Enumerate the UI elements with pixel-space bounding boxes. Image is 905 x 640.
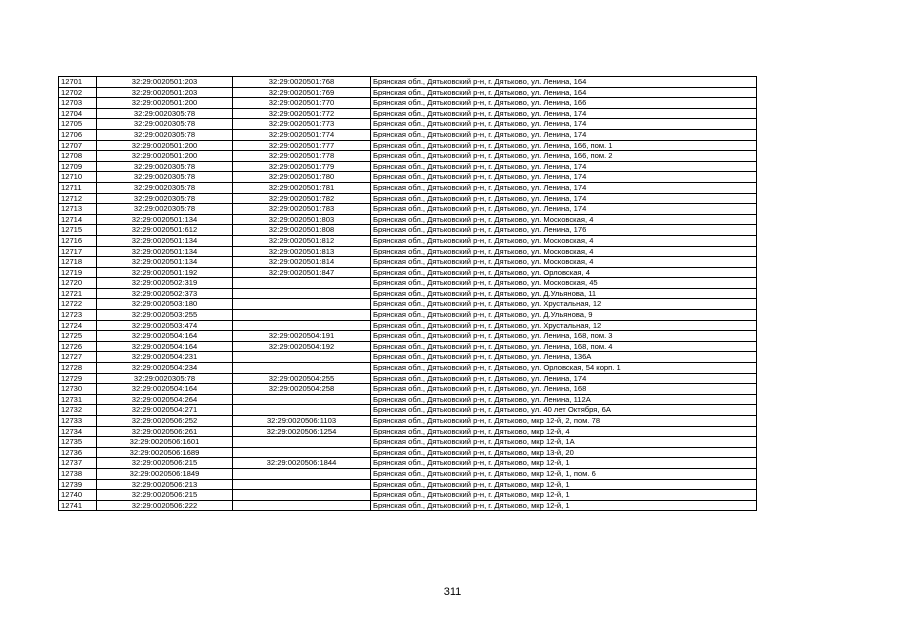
- object-cadastral-cell: [233, 288, 371, 299]
- address-cell: Брянская обл., Дятьковский р-н, г. Дятьково, ул. Ленина, 174: [371, 172, 757, 183]
- parcel-cadastral-cell: 32:29:0020506:1689: [97, 447, 233, 458]
- address-cell: Брянская обл., Дятьковский р-н, г. Дятьково, ул. Ленина, 164: [371, 87, 757, 98]
- parcel-cadastral-cell: 32:29:0020503:474: [97, 320, 233, 331]
- row-number-cell: 12706: [59, 129, 97, 140]
- address-cell: Брянская обл., Дятьковский р-н, г. Дятьково, ул. Ленина, 174: [371, 204, 757, 215]
- address-cell: Брянская обл., Дятьковский р-н, г. Дятьково, ул. Московская, 4: [371, 246, 757, 257]
- property-table: [58, 76, 757, 511]
- table-row: [59, 447, 757, 458]
- object-cadastral-cell: [233, 500, 371, 511]
- row-number-cell: 12712: [59, 193, 97, 204]
- address-cell: Брянская обл., Дятьковский р-н, г. Дятьково, ул. Ленина, 166: [371, 98, 757, 109]
- row-number-cell: 12739: [59, 479, 97, 490]
- object-cadastral-cell: 32:29:0020501:780: [233, 172, 371, 183]
- object-cadastral-cell: 32:29:0020506:1103: [233, 416, 371, 427]
- address-cell: Брянская обл., Дятьковский р-н, г. Дятьково, ул. Ленина, 174: [371, 193, 757, 204]
- address-cell: Брянская обл., Дятьковский р-н, г. Дятьково, ул. Ленина, 174: [371, 119, 757, 130]
- parcel-cadastral-cell: 32:29:0020506:213: [97, 479, 233, 490]
- table-row: [59, 182, 757, 193]
- object-cadastral-cell: 32:29:0020504:258: [233, 384, 371, 395]
- object-cadastral-cell: [233, 490, 371, 501]
- address-cell: Брянская обл., Дятьковский р-н, г. Дятьково, ул. Ленина, 174: [371, 373, 757, 384]
- table-row: [59, 98, 757, 109]
- table-row: [59, 77, 757, 88]
- row-number-cell: 12728: [59, 363, 97, 374]
- table-row: [59, 373, 757, 384]
- object-cadastral-cell: 32:29:0020501:769: [233, 87, 371, 98]
- object-cadastral-cell: 32:29:0020501:779: [233, 161, 371, 172]
- object-cadastral-cell: 32:29:0020504:191: [233, 331, 371, 342]
- row-number-cell: 12741: [59, 500, 97, 511]
- address-cell: Брянская обл., Дятьковский р-н, г. Дятьково, мкр 12-й, 1: [371, 479, 757, 490]
- parcel-cadastral-cell: 32:29:0020504:164: [97, 384, 233, 395]
- table-row: [59, 331, 757, 342]
- table-row: [59, 416, 757, 427]
- object-cadastral-cell: [233, 278, 371, 289]
- parcel-cadastral-cell: 32:29:0020501:134: [97, 214, 233, 225]
- parcel-cadastral-cell: 32:29:0020501:200: [97, 151, 233, 162]
- row-number-cell: 12724: [59, 320, 97, 331]
- object-cadastral-cell: [233, 394, 371, 405]
- row-number-cell: 12709: [59, 161, 97, 172]
- address-cell: Брянская обл., Дятьковский р-н, г. Дятьково, ул. Московская, 4: [371, 214, 757, 225]
- parcel-cadastral-cell: 32:29:0020503:180: [97, 299, 233, 310]
- table-row: [59, 193, 757, 204]
- parcel-cadastral-cell: 32:29:0020501:192: [97, 267, 233, 278]
- table-row: [59, 119, 757, 130]
- address-cell: Брянская обл., Дятьковский р-н, г. Дятьково, ул. Ленина, 174: [371, 129, 757, 140]
- address-cell: Брянская обл., Дятьковский р-н, г. Дятьково, ул. Ленина, 136А: [371, 352, 757, 363]
- parcel-cadastral-cell: 32:29:0020305:78: [97, 373, 233, 384]
- parcel-cadastral-cell: 32:29:0020305:78: [97, 204, 233, 215]
- row-number-cell: 12731: [59, 394, 97, 405]
- parcel-cadastral-cell: 32:29:0020305:78: [97, 161, 233, 172]
- row-number-cell: 12718: [59, 257, 97, 268]
- row-number-cell: 12729: [59, 373, 97, 384]
- address-cell: Брянская обл., Дятьковский р-н, г. Дятьково, ул. Ленина, 176: [371, 225, 757, 236]
- table-row: [59, 108, 757, 119]
- row-number-cell: 12711: [59, 182, 97, 193]
- table-row: [59, 257, 757, 268]
- table-row: [59, 161, 757, 172]
- table-row: [59, 151, 757, 162]
- address-cell: Брянская обл., Дятьковский р-н, г. Дятьково, мкр 12-й, 1: [371, 490, 757, 501]
- parcel-cadastral-cell: 32:29:0020504:164: [97, 331, 233, 342]
- object-cadastral-cell: [233, 320, 371, 331]
- address-cell: Брянская обл., Дятьковский р-н, г. Дятьково, ул. Орловская, 54 корп. 1: [371, 363, 757, 374]
- table-row: [59, 437, 757, 448]
- address-cell: Брянская обл., Дятьковский р-н, г. Дятьково, ул. Хрустальная, 12: [371, 320, 757, 331]
- table-row: [59, 458, 757, 469]
- parcel-cadastral-cell: 32:29:0020305:78: [97, 193, 233, 204]
- parcel-cadastral-cell: 32:29:0020506:215: [97, 490, 233, 501]
- row-number-cell: 12704: [59, 108, 97, 119]
- table-row: [59, 246, 757, 257]
- address-cell: Брянская обл., Дятьковский р-н, г. Дятьково, ул. Ленина, 168, пом. 4: [371, 341, 757, 352]
- table-row: [59, 278, 757, 289]
- table-row: [59, 490, 757, 501]
- row-number-cell: 12727: [59, 352, 97, 363]
- address-cell: Брянская обл., Дятьковский р-н, г. Дятьково, ул. Ленина, 168: [371, 384, 757, 395]
- page-number: 311: [443, 586, 462, 598]
- object-cadastral-cell: 32:29:0020501:781: [233, 182, 371, 193]
- address-cell: Брянская обл., Дятьковский р-н, г. Дятьково, ул. Д.Ульянова, 11: [371, 288, 757, 299]
- table-row: [59, 341, 757, 352]
- row-number-cell: 12703: [59, 98, 97, 109]
- parcel-cadastral-cell: 32:29:0020501:203: [97, 87, 233, 98]
- row-number-cell: 12726: [59, 341, 97, 352]
- address-cell: Брянская обл., Дятьковский р-н, г. Дятьково, мкр 12-й, 1: [371, 458, 757, 469]
- parcel-cadastral-cell: 32:29:0020504:271: [97, 405, 233, 416]
- row-number-cell: 12730: [59, 384, 97, 395]
- address-cell: Брянская обл., Дятьковский р-н, г. Дятьково, ул. Ленина, 174: [371, 108, 757, 119]
- parcel-cadastral-cell: 32:29:0020503:255: [97, 310, 233, 321]
- address-cell: Брянская обл., Дятьковский р-н, г. Дятьково, ул. Московская, 45: [371, 278, 757, 289]
- address-cell: Брянская обл., Дятьковский р-н, г. Дятьково, ул. Ленина, 166, пом. 1: [371, 140, 757, 151]
- address-cell: Брянская обл., Дятьковский р-н, г. Дятьково, ул. Ленина, 112А: [371, 394, 757, 405]
- object-cadastral-cell: 32:29:0020501:814: [233, 257, 371, 268]
- table-row: [59, 320, 757, 331]
- object-cadastral-cell: [233, 479, 371, 490]
- table-row: [59, 500, 757, 511]
- object-cadastral-cell: 32:29:0020501:783: [233, 204, 371, 215]
- table-row: [59, 468, 757, 479]
- address-cell: Брянская обл., Дятьковский р-н, г. Дятьково, ул. Ленина, 174: [371, 182, 757, 193]
- parcel-cadastral-cell: 32:29:0020305:78: [97, 129, 233, 140]
- row-number-cell: 12714: [59, 214, 97, 225]
- row-number-cell: 12717: [59, 246, 97, 257]
- object-cadastral-cell: [233, 468, 371, 479]
- table-row: [59, 214, 757, 225]
- object-cadastral-cell: [233, 299, 371, 310]
- object-cadastral-cell: 32:29:0020501:808: [233, 225, 371, 236]
- row-number-cell: 12710: [59, 172, 97, 183]
- parcel-cadastral-cell: 32:29:0020506:261: [97, 426, 233, 437]
- table-row: [59, 288, 757, 299]
- row-number-cell: 12732: [59, 405, 97, 416]
- row-number-cell: 12734: [59, 426, 97, 437]
- table-row: [59, 479, 757, 490]
- row-number-cell: 12719: [59, 267, 97, 278]
- table-row: [59, 299, 757, 310]
- object-cadastral-cell: 32:29:0020501:813: [233, 246, 371, 257]
- parcel-cadastral-cell: 32:29:0020506:1849: [97, 468, 233, 479]
- object-cadastral-cell: 32:29:0020501:773: [233, 119, 371, 130]
- table-row: [59, 363, 757, 374]
- object-cadastral-cell: [233, 310, 371, 321]
- address-cell: Брянская обл., Дятьковский р-н, г. Дятьково, мкр 12-й, 4: [371, 426, 757, 437]
- address-cell: Брянская обл., Дятьковский р-н, г. Дятьково, ул. Орловская, 4: [371, 267, 757, 278]
- parcel-cadastral-cell: 32:29:0020502:319: [97, 278, 233, 289]
- address-cell: Брянская обл., Дятьковский р-н, г. Дятьково, ул. Ленина, 164: [371, 77, 757, 88]
- parcel-cadastral-cell: 32:29:0020506:215: [97, 458, 233, 469]
- row-number-cell: 12708: [59, 151, 97, 162]
- table-row: [59, 394, 757, 405]
- parcel-cadastral-cell: 32:29:0020305:78: [97, 119, 233, 130]
- parcel-cadastral-cell: 32:29:0020305:78: [97, 172, 233, 183]
- parcel-cadastral-cell: 32:29:0020501:612: [97, 225, 233, 236]
- table-row: [59, 172, 757, 183]
- table-row: [59, 310, 757, 321]
- object-cadastral-cell: 32:29:0020501:812: [233, 235, 371, 246]
- object-cadastral-cell: [233, 447, 371, 458]
- address-cell: Брянская обл., Дятьковский р-н, г. Дятьково, мкр 12-й, 1: [371, 500, 757, 511]
- address-cell: Брянская обл., Дятьковский р-н, г. Дятьково, мкр 12-й, 1, пом. 6: [371, 468, 757, 479]
- table-row: [59, 204, 757, 215]
- table-row: [59, 384, 757, 395]
- row-number-cell: 12735: [59, 437, 97, 448]
- row-number-cell: 12740: [59, 490, 97, 501]
- address-cell: Брянская обл., Дятьковский р-н, г. Дятьково, ул. 40 лет Октября, 6А: [371, 405, 757, 416]
- parcel-cadastral-cell: 32:29:0020501:203: [97, 77, 233, 88]
- parcel-cadastral-cell: 32:29:0020501:200: [97, 98, 233, 109]
- parcel-cadastral-cell: 32:29:0020501:134: [97, 235, 233, 246]
- row-number-cell: 12725: [59, 331, 97, 342]
- parcel-cadastral-cell: 32:29:0020502:373: [97, 288, 233, 299]
- row-number-cell: 12701: [59, 77, 97, 88]
- parcel-cadastral-cell: 32:29:0020501:134: [97, 246, 233, 257]
- row-number-cell: 12720: [59, 278, 97, 289]
- address-cell: Брянская обл., Дятьковский р-н, г. Дятьково, ул. Хрустальная, 12: [371, 299, 757, 310]
- object-cadastral-cell: 32:29:0020504:192: [233, 341, 371, 352]
- row-number-cell: 12716: [59, 235, 97, 246]
- row-number-cell: 12702: [59, 87, 97, 98]
- address-cell: Брянская обл., Дятьковский р-н, г. Дятьково, мкр 12-й, 1А: [371, 437, 757, 448]
- object-cadastral-cell: 32:29:0020501:847: [233, 267, 371, 278]
- row-number-cell: 12738: [59, 468, 97, 479]
- object-cadastral-cell: 32:29:0020501:768: [233, 77, 371, 88]
- row-number-cell: 12707: [59, 140, 97, 151]
- table-row: [59, 87, 757, 98]
- parcel-cadastral-cell: 32:29:0020506:222: [97, 500, 233, 511]
- table-row: [59, 426, 757, 437]
- row-number-cell: 12713: [59, 204, 97, 215]
- object-cadastral-cell: [233, 352, 371, 363]
- object-cadastral-cell: [233, 363, 371, 374]
- parcel-cadastral-cell: 32:29:0020504:264: [97, 394, 233, 405]
- table-row: [59, 225, 757, 236]
- table-body: [59, 77, 757, 511]
- object-cadastral-cell: 32:29:0020501:782: [233, 193, 371, 204]
- object-cadastral-cell: [233, 437, 371, 448]
- row-number-cell: 12723: [59, 310, 97, 321]
- table-row: [59, 267, 757, 278]
- object-cadastral-cell: 32:29:0020501:774: [233, 129, 371, 140]
- parcel-cadastral-cell: 32:29:0020305:78: [97, 108, 233, 119]
- parcel-cadastral-cell: 32:29:0020501:134: [97, 257, 233, 268]
- object-cadastral-cell: 32:29:0020501:777: [233, 140, 371, 151]
- object-cadastral-cell: 32:29:0020501:778: [233, 151, 371, 162]
- object-cadastral-cell: 32:29:0020501:803: [233, 214, 371, 225]
- parcel-cadastral-cell: 32:29:0020506:252: [97, 416, 233, 427]
- object-cadastral-cell: 32:29:0020506:1254: [233, 426, 371, 437]
- address-cell: Брянская обл., Дятьковский р-н, г. Дятьково, мкр 12-й, 2, пом. 78: [371, 416, 757, 427]
- parcel-cadastral-cell: 32:29:0020506:1601: [97, 437, 233, 448]
- address-cell: Брянская обл., Дятьковский р-н, г. Дятьково, ул. Ленина, 166, пом. 2: [371, 151, 757, 162]
- parcel-cadastral-cell: 32:29:0020504:234: [97, 363, 233, 374]
- row-number-cell: 12733: [59, 416, 97, 427]
- parcel-cadastral-cell: 32:29:0020504:164: [97, 341, 233, 352]
- row-number-cell: 12736: [59, 447, 97, 458]
- address-cell: Брянская обл., Дятьковский р-н, г. Дятьково, ул. Д.Ульянова, 9: [371, 310, 757, 321]
- parcel-cadastral-cell: 32:29:0020504:231: [97, 352, 233, 363]
- table-row: [59, 129, 757, 140]
- row-number-cell: 12737: [59, 458, 97, 469]
- address-cell: Брянская обл., Дятьковский р-н, г. Дятьково, ул. Ленина, 174: [371, 161, 757, 172]
- address-cell: Брянская обл., Дятьковский р-н, г. Дятьково, ул. Московская, 4: [371, 235, 757, 246]
- parcel-cadastral-cell: 32:29:0020305:78: [97, 182, 233, 193]
- object-cadastral-cell: [233, 405, 371, 416]
- address-cell: Брянская обл., Дятьковский р-н, г. Дятьково, ул. Московская, 4: [371, 257, 757, 268]
- table-row: [59, 352, 757, 363]
- row-number-cell: 12715: [59, 225, 97, 236]
- object-cadastral-cell: 32:29:0020504:255: [233, 373, 371, 384]
- parcel-cadastral-cell: 32:29:0020501:200: [97, 140, 233, 151]
- address-cell: Брянская обл., Дятьковский р-н, г. Дятьково, мкр 13-й, 20: [371, 447, 757, 458]
- table-row: [59, 140, 757, 151]
- table-row: [59, 405, 757, 416]
- row-number-cell: 12721: [59, 288, 97, 299]
- row-number-cell: 12722: [59, 299, 97, 310]
- object-cadastral-cell: 32:29:0020501:770: [233, 98, 371, 109]
- object-cadastral-cell: 32:29:0020501:772: [233, 108, 371, 119]
- address-cell: Брянская обл., Дятьковский р-н, г. Дятьково, ул. Ленина, 168, пом. 3: [371, 331, 757, 342]
- row-number-cell: 12705: [59, 119, 97, 130]
- object-cadastral-cell: 32:29:0020506:1844: [233, 458, 371, 469]
- table-row: [59, 235, 757, 246]
